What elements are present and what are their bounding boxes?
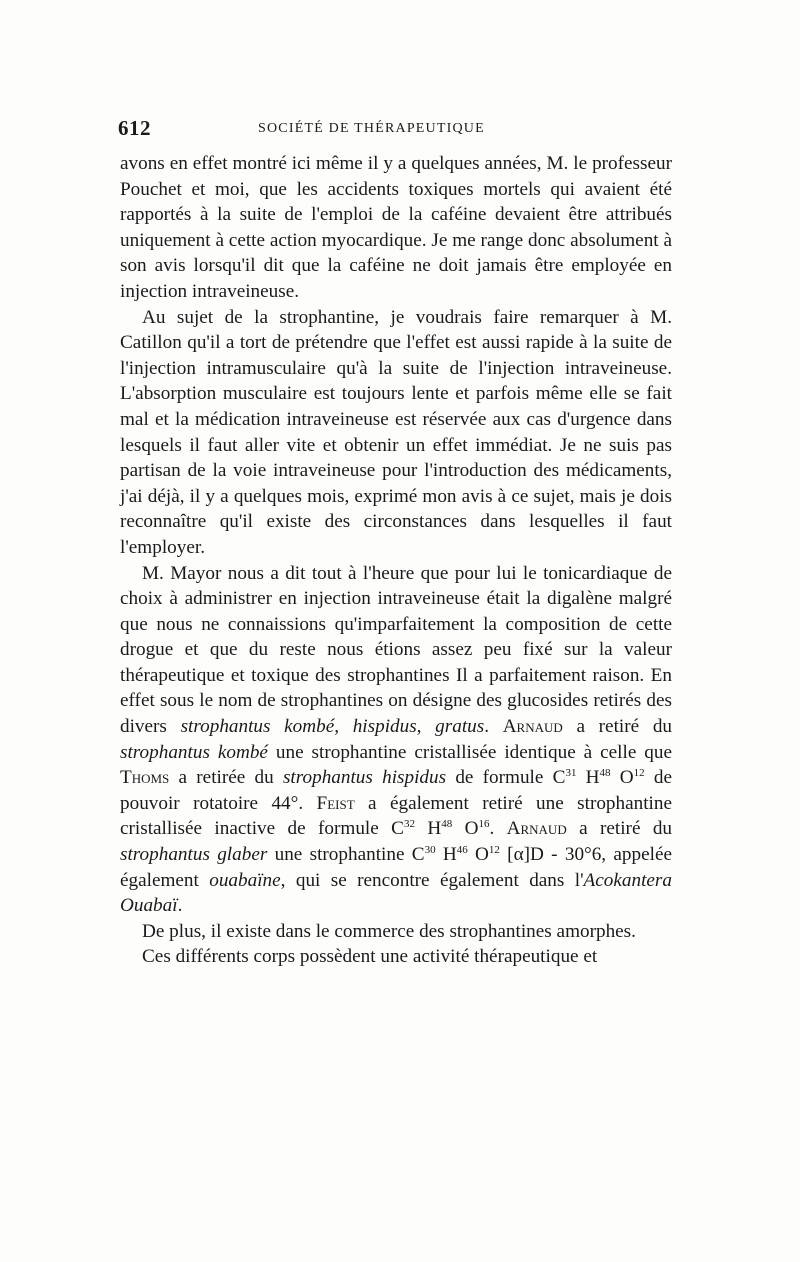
text-run: .	[177, 895, 183, 917]
author-name: Arnaud	[502, 716, 563, 738]
author-name: Arnaud	[506, 818, 567, 840]
text-run: de formule C	[446, 767, 566, 789]
paragraph: Au sujet de la strophantine, je voudrais faire remarquer à M. Catillon qu'il a tort de prétendre que l'effet est aussi rapide à la suite de l'injection intramusculaire qu'à la suite de l'injection intraveineuse. L'absorption musculaire est toujours lente et parfois même elle se fait mal et la médication intraveineuse est réservée aux cas d'urgence dans lesquels il faut aller vite et obtenir un effet immédiat. Je ne suis pas partisan de la voie intraveineuse pour l'introduction des médicaments, j'ai déjà, il y a quelques mois, exprimé mon avis à ce sujet, mais je dois reconnaître qu'il existe des circonstances dans lesquelles il faut l'employer.	[120, 306, 672, 558]
superscript: 30	[424, 844, 436, 857]
text-run: a retiré du	[566, 818, 673, 840]
text-run: .	[489, 818, 507, 840]
italic-run: Acokantera Ouabaï	[120, 869, 672, 917]
running-head	[118, 116, 678, 142]
text-run: a également retiré une strophantine cristallisée inactive de formule C	[120, 792, 673, 840]
superscript: 48	[441, 818, 453, 831]
text-run: a retirée du	[169, 767, 283, 789]
superscript: 48	[599, 767, 611, 780]
superscript: 46	[456, 844, 468, 857]
page-number: 612	[118, 116, 151, 140]
author-name: Thoms	[120, 767, 170, 789]
paragraph	[120, 561, 672, 919]
paragraph: Ces différents corps possèdent une activité thérapeutique et	[142, 946, 598, 968]
text-run: une strophantine C	[267, 844, 425, 866]
text-run: H	[576, 767, 600, 789]
running-title: SOCIÉTÉ DE THÉRAPEUTIQUE	[258, 121, 485, 136]
text-run: de pouvoir rotatoire 44°.	[120, 767, 673, 814]
text-run: H	[435, 844, 457, 866]
text-run: H	[414, 818, 442, 840]
superscript: 31	[565, 767, 577, 780]
italic-run: ouabaïne	[209, 869, 281, 891]
paragraph: De plus, il existe dans le commerce des strophantines amorphes.	[142, 920, 636, 942]
italic-run: strophantus kombé	[120, 741, 268, 763]
superscript: 12	[633, 767, 645, 780]
text-run: une strophantine cristallisée identique à celle que	[267, 741, 672, 763]
text-run: a retiré du	[562, 716, 673, 738]
text-run: O	[610, 767, 634, 789]
text-run: M. Mayor nous a dit tout à l'heure que pour lui le tonicardiaque de choix à administrer en injection intraveineuse était la digalène malgré que nous ne connaissions qu'imparfaitement la composition de cette drogue et que du reste nous étions assez peu fixé sur la valeur thérapeutique et toxique des strophantines Il a parfaitement raison. En effet sous le nom de strophantines on désigne des glucosides retirés des divers	[120, 562, 672, 738]
superscript: 32	[403, 818, 415, 831]
italic-run: strophantus hispidus	[282, 767, 447, 789]
author-name: Feist	[316, 792, 355, 814]
text-run: [α]D - 30°6, appelée également	[120, 844, 672, 891]
text-run: , qui se rencontre également dans l'	[280, 869, 584, 891]
text-run: O	[452, 818, 479, 840]
italic-run: strophantus glaber	[120, 844, 268, 866]
superscript: 12	[488, 844, 500, 857]
text-run: O	[467, 844, 489, 866]
paragraph: avons en effet montré ici même il y a quelques années, M. le professeur Pouchet et moi, que les accidents toxiques mortels qui avaient été rapportés à la suite de l'emploi de la caféine devaient être attribués uniquement à cette action myocardique. Je me range donc absolument à son avis lorsqu'il dit que la caféine ne doit jamais être employée en injection intraveineuse.	[120, 153, 672, 302]
superscript: 16	[478, 818, 490, 831]
text-run: .	[484, 716, 503, 738]
body-text	[120, 151, 672, 970]
italic-run: strophantus kombé, hispidus, gratus	[180, 716, 485, 738]
